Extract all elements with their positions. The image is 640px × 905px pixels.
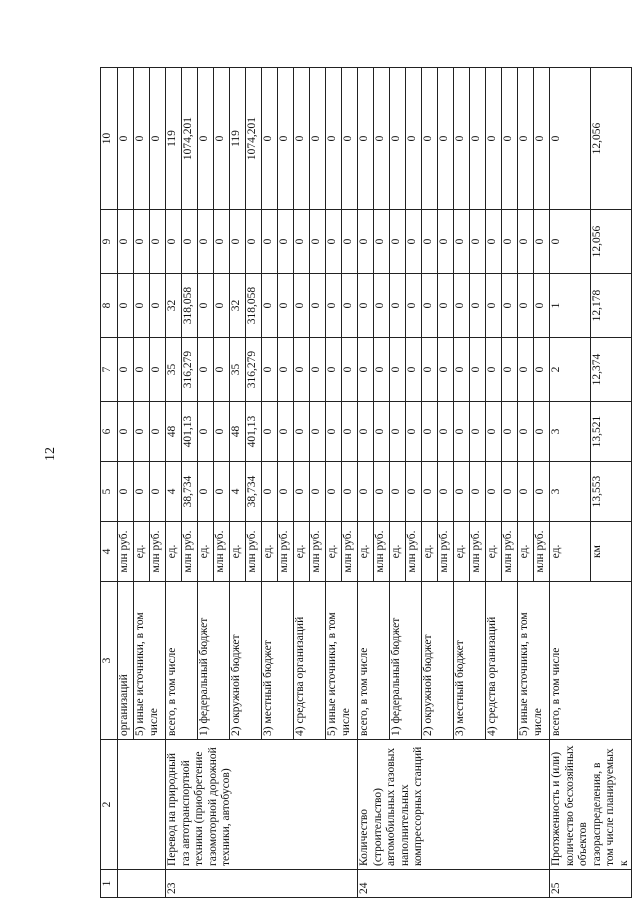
value-cell: 0	[262, 210, 278, 274]
unit-cell: ед.	[166, 522, 182, 582]
value-cell: 0	[486, 338, 502, 402]
value-cell: 0	[278, 338, 294, 402]
value-cell: 0	[454, 402, 470, 462]
value-cell: 1074,201	[246, 68, 262, 210]
value-cell: 0	[470, 68, 486, 210]
unit-cell: млн руб.	[342, 522, 358, 582]
unit-cell: млн руб.	[278, 522, 294, 582]
value-cell: 0	[198, 338, 214, 402]
value-cell: 0	[454, 210, 470, 274]
value-cell: 0	[438, 462, 454, 522]
value-cell: 0	[118, 274, 134, 338]
value-cell: 0	[470, 462, 486, 522]
value-cell: 0	[214, 462, 230, 522]
column-header-1: 1	[101, 870, 118, 898]
value-cell: 0	[278, 462, 294, 522]
value-cell: 0	[518, 402, 534, 462]
value-cell: 0	[134, 68, 150, 210]
value-cell: 0	[214, 402, 230, 462]
funding-source-cell: организаций	[118, 582, 134, 740]
value-cell: 316,279	[246, 338, 262, 402]
value-cell: 0	[406, 462, 422, 522]
value-cell: 12,374	[591, 338, 632, 402]
value-cell: 35	[230, 338, 246, 402]
value-cell: 401,13	[182, 402, 198, 462]
value-cell: 0	[310, 462, 326, 522]
column-header-6: 6	[101, 402, 118, 462]
value-cell: 0	[294, 68, 310, 210]
indicator-name-cell: Количество (строительство) автомобильных газовых наполнительных компрессорных станций	[358, 740, 550, 870]
unit-cell: млн руб.	[502, 522, 518, 582]
value-cell: 0	[326, 210, 342, 274]
value-cell: 0	[374, 210, 390, 274]
indicator-name-cell	[118, 740, 166, 870]
value-cell: 0	[390, 402, 406, 462]
unit-cell: млн руб.	[534, 522, 550, 582]
value-cell: 0	[438, 338, 454, 402]
value-cell: 12,178	[591, 274, 632, 338]
column-header-3: 3	[101, 582, 118, 740]
value-cell: 318,058	[182, 274, 198, 338]
value-cell: 0	[294, 274, 310, 338]
value-cell: 48	[230, 402, 246, 462]
value-cell: 0	[374, 402, 390, 462]
value-cell: 0	[390, 338, 406, 402]
value-cell: 0	[182, 210, 198, 274]
value-cell: 119	[230, 68, 246, 210]
value-cell: 0	[118, 68, 134, 210]
column-header-4: 4	[101, 522, 118, 582]
value-cell: 0	[390, 274, 406, 338]
value-cell: 0	[534, 462, 550, 522]
value-cell: 4	[166, 462, 182, 522]
value-cell: 0	[502, 338, 518, 402]
value-cell: 35	[166, 338, 182, 402]
value-cell: 0	[454, 274, 470, 338]
funding-source-cell: 5) иные источники, в том числе	[518, 582, 550, 740]
value-cell: 0	[134, 274, 150, 338]
value-cell: 0	[502, 68, 518, 210]
indicator-name-cell: Перевод на природный газ автотранспортной техники (приобретение газомоторной дорожной техники, автобусов)	[166, 740, 358, 870]
column-header-7: 7	[101, 338, 118, 402]
value-cell: 1074,201	[182, 68, 198, 210]
value-cell: 0	[342, 274, 358, 338]
funding-source-cell: всего, в том числе	[358, 582, 390, 740]
value-cell: 0	[454, 338, 470, 402]
value-cell: 0	[150, 462, 166, 522]
value-cell: 0	[422, 68, 438, 210]
value-cell: 0	[342, 462, 358, 522]
value-cell: 0	[214, 68, 230, 210]
value-cell: 0	[326, 338, 342, 402]
value-cell: 0	[422, 338, 438, 402]
value-cell: 0	[534, 402, 550, 462]
unit-cell: млн руб.	[214, 522, 230, 582]
value-cell: 0	[134, 210, 150, 274]
value-cell: 0	[390, 68, 406, 210]
unit-cell: млн руб.	[406, 522, 422, 582]
value-cell: 0	[134, 402, 150, 462]
value-cell: 0	[422, 402, 438, 462]
unit-cell: ед.	[454, 522, 470, 582]
value-cell: 38,734	[182, 462, 198, 522]
value-cell: 32	[230, 274, 246, 338]
value-cell: 0	[502, 462, 518, 522]
value-cell: 0	[390, 210, 406, 274]
unit-cell: км	[591, 522, 632, 582]
value-cell: 0	[262, 274, 278, 338]
value-cell: 0	[134, 462, 150, 522]
value-cell: 13,521	[591, 402, 632, 462]
value-cell: 0	[518, 210, 534, 274]
value-cell: 0	[454, 68, 470, 210]
unit-cell: млн руб.	[438, 522, 454, 582]
table-row	[550, 68, 591, 898]
value-cell: 0	[150, 210, 166, 274]
unit-cell: млн руб.	[150, 522, 166, 582]
value-cell: 0	[470, 274, 486, 338]
value-cell: 0	[438, 68, 454, 210]
value-cell: 119	[166, 68, 182, 210]
funding-source-cell: 3) местный бюджет	[262, 582, 294, 740]
unit-cell: ед.	[486, 522, 502, 582]
value-cell: 0	[214, 210, 230, 274]
value-cell: 0	[550, 68, 591, 210]
value-cell: 0	[134, 338, 150, 402]
value-cell: 316,279	[182, 338, 198, 402]
value-cell: 0	[470, 210, 486, 274]
unit-cell: млн руб.	[118, 522, 134, 582]
value-cell: 13,553	[591, 462, 632, 522]
funding-source-cell: 1) федеральный бюджет	[198, 582, 230, 740]
value-cell: 0	[486, 274, 502, 338]
value-cell: 0	[550, 210, 591, 274]
value-cell: 0	[406, 338, 422, 402]
value-cell: 0	[406, 210, 422, 274]
value-cell: 0	[518, 68, 534, 210]
value-cell: 0	[358, 274, 374, 338]
data-table	[100, 67, 632, 898]
unit-cell: ед.	[294, 522, 310, 582]
value-cell: 0	[422, 462, 438, 522]
header-row	[101, 68, 118, 898]
value-cell: 0	[342, 338, 358, 402]
unit-cell: ед.	[134, 522, 150, 582]
value-cell: 0	[374, 462, 390, 522]
value-cell: 0	[486, 68, 502, 210]
funding-source-cell: 4) средства организаций	[294, 582, 326, 740]
value-cell: 0	[438, 274, 454, 338]
value-cell: 0	[118, 338, 134, 402]
funding-source-cell: 2) окружной бюджет	[422, 582, 454, 740]
value-cell: 0	[246, 210, 262, 274]
value-cell: 0	[118, 210, 134, 274]
value-cell: 0	[326, 402, 342, 462]
value-cell: 0	[310, 402, 326, 462]
value-cell: 0	[534, 210, 550, 274]
value-cell: 318,058	[246, 274, 262, 338]
value-cell: 3	[550, 402, 591, 462]
unit-cell: млн руб.	[374, 522, 390, 582]
table-row	[118, 68, 134, 898]
value-cell: 0	[310, 210, 326, 274]
value-cell: 0	[518, 338, 534, 402]
value-cell: 12,056	[591, 68, 632, 210]
funding-source-cell: 5) иные источники, в том числе	[134, 582, 166, 740]
value-cell: 0	[118, 402, 134, 462]
value-cell: 0	[534, 68, 550, 210]
value-cell: 1	[550, 274, 591, 338]
column-header-2: 2	[101, 740, 118, 870]
unit-cell: ед.	[422, 522, 438, 582]
value-cell: 0	[438, 210, 454, 274]
column-header-10: 10	[101, 68, 118, 210]
value-cell: 0	[214, 274, 230, 338]
table-row	[358, 68, 374, 898]
value-cell: 0	[342, 402, 358, 462]
value-cell: 0	[534, 274, 550, 338]
funding-source-cell: всего, в том числе	[166, 582, 198, 740]
page-number: 12	[43, 447, 58, 461]
value-cell: 0	[374, 68, 390, 210]
funding-source-cell: 5) иные источники, в том числе	[326, 582, 358, 740]
value-cell: 0	[198, 274, 214, 338]
value-cell: 0	[486, 462, 502, 522]
value-cell: 4	[230, 462, 246, 522]
value-cell: 0	[294, 462, 310, 522]
value-cell: 0	[166, 210, 182, 274]
value-cell: 0	[294, 338, 310, 402]
unit-cell: млн руб.	[246, 522, 262, 582]
unit-cell: ед.	[326, 522, 342, 582]
value-cell: 0	[358, 402, 374, 462]
funding-source-cell: всего, в том числе	[550, 582, 632, 740]
unit-cell: ед.	[230, 522, 246, 582]
value-cell: 32	[166, 274, 182, 338]
funding-source-cell: 1) федеральный бюджет	[390, 582, 422, 740]
value-cell: 0	[406, 274, 422, 338]
value-cell: 401,13	[246, 402, 262, 462]
row-number-cell: 23	[166, 870, 358, 898]
value-cell: 0	[198, 210, 214, 274]
unit-cell: ед.	[198, 522, 214, 582]
value-cell: 0	[502, 274, 518, 338]
value-cell: 0	[470, 402, 486, 462]
table-row	[166, 68, 182, 898]
funding-source-cell: 3) местный бюджет	[454, 582, 486, 740]
value-cell: 0	[150, 274, 166, 338]
value-cell: 0	[262, 402, 278, 462]
value-cell: 0	[326, 274, 342, 338]
value-cell: 0	[486, 210, 502, 274]
value-cell: 0	[358, 462, 374, 522]
value-cell: 0	[278, 68, 294, 210]
unit-cell: ед.	[358, 522, 374, 582]
row-number-cell: 24	[358, 870, 550, 898]
value-cell: 0	[438, 402, 454, 462]
table-container	[100, 68, 630, 898]
value-cell: 0	[310, 68, 326, 210]
value-cell: 0	[518, 462, 534, 522]
value-cell: 0	[406, 68, 422, 210]
value-cell: 0	[486, 402, 502, 462]
value-cell: 48	[166, 402, 182, 462]
value-cell: 0	[502, 210, 518, 274]
value-cell: 0	[502, 402, 518, 462]
value-cell: 0	[262, 68, 278, 210]
value-cell: 0	[214, 338, 230, 402]
value-cell: 0	[262, 338, 278, 402]
value-cell: 0	[342, 68, 358, 210]
value-cell: 0	[358, 68, 374, 210]
value-cell: 0	[150, 402, 166, 462]
value-cell: 0	[294, 402, 310, 462]
value-cell: 12,056	[591, 210, 632, 274]
value-cell: 0	[310, 274, 326, 338]
value-cell: 0	[198, 402, 214, 462]
value-cell: 0	[198, 462, 214, 522]
value-cell: 0	[262, 462, 278, 522]
funding-source-cell: 2) окружной бюджет	[230, 582, 262, 740]
unit-cell: млн руб.	[310, 522, 326, 582]
column-header-8: 8	[101, 274, 118, 338]
value-cell: 2	[550, 338, 591, 402]
value-cell: 0	[422, 274, 438, 338]
value-cell: 0	[278, 210, 294, 274]
unit-cell: ед.	[262, 522, 278, 582]
value-cell: 0	[278, 402, 294, 462]
funding-source-cell: 4) средства организаций	[486, 582, 518, 740]
value-cell: 0	[470, 338, 486, 402]
value-cell: 0	[118, 462, 134, 522]
value-cell: 0	[310, 338, 326, 402]
value-cell: 0	[150, 68, 166, 210]
value-cell: 0	[454, 462, 470, 522]
value-cell: 0	[406, 402, 422, 462]
row-number-cell	[118, 870, 166, 898]
value-cell: 0	[342, 210, 358, 274]
value-cell: 0	[534, 338, 550, 402]
value-cell: 0	[422, 210, 438, 274]
unit-cell: ед.	[550, 522, 591, 582]
value-cell: 0	[326, 462, 342, 522]
column-header-9: 9	[101, 210, 118, 274]
unit-cell: ед.	[390, 522, 406, 582]
value-cell: 0	[374, 338, 390, 402]
value-cell: 0	[278, 274, 294, 338]
unit-cell: ед.	[518, 522, 534, 582]
value-cell: 0	[230, 210, 246, 274]
unit-cell: млн руб.	[182, 522, 198, 582]
row-number-cell: 25	[550, 870, 632, 898]
value-cell: 0	[294, 210, 310, 274]
indicator-name-cell: Протяженность и (или) количество бесхозяйных объектов газораспределения, в том числе планируемых к	[550, 740, 632, 870]
value-cell: 0	[150, 338, 166, 402]
value-cell: 0	[518, 274, 534, 338]
value-cell: 0	[326, 68, 342, 210]
value-cell: 0	[358, 210, 374, 274]
value-cell: 0	[374, 274, 390, 338]
value-cell: 0	[198, 68, 214, 210]
value-cell: 38,734	[246, 462, 262, 522]
rotated-table-frame	[100, 68, 630, 898]
value-cell: 0	[390, 462, 406, 522]
unit-cell: млн руб.	[470, 522, 486, 582]
value-cell: 3	[550, 462, 591, 522]
column-header-5: 5	[101, 462, 118, 522]
value-cell: 0	[358, 338, 374, 402]
